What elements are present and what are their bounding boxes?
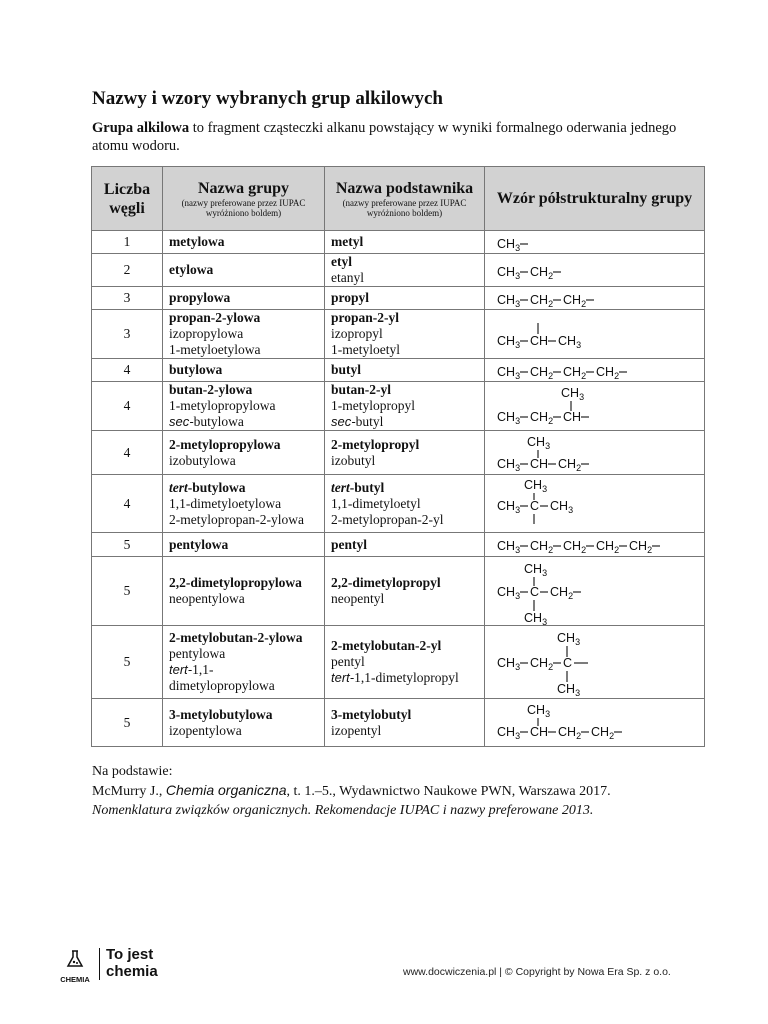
group-name-alternative: neopentylowa bbox=[169, 591, 245, 606]
logo-divider bbox=[99, 948, 100, 980]
group-name-cell bbox=[163, 359, 325, 382]
group-name-preferred: etylowa bbox=[169, 262, 214, 277]
table-row bbox=[92, 287, 705, 310]
structural-formula-cell bbox=[485, 626, 705, 699]
atom-ch3: $CH_3$ bbox=[558, 334, 582, 350]
structural-formula-cell bbox=[485, 431, 705, 475]
atom-ch3: $CH_3$ bbox=[524, 477, 548, 494]
group-name-alternative: 1-metylopropylowa bbox=[169, 398, 276, 413]
carbon-count: 5 bbox=[92, 626, 163, 699]
header-formula: Wzór półstrukturalny grupy bbox=[485, 167, 705, 231]
sub-name-alternative: tert-1,1-dimetylopropyl bbox=[331, 670, 459, 685]
group-name-cell bbox=[163, 382, 325, 431]
header-count: Liczba węgli bbox=[92, 167, 163, 231]
group-name-alternative: 1,1-dimetyloetylowa bbox=[169, 495, 282, 511]
group-name-cell bbox=[163, 475, 325, 533]
table-row bbox=[92, 557, 705, 626]
atom-ch3: $CH_3$ bbox=[497, 538, 521, 555]
intro-term: Grupa alkilowa bbox=[92, 120, 190, 136]
substituent-name-cell bbox=[325, 254, 485, 287]
substituent-name-cell bbox=[325, 626, 485, 699]
sub-name-preferred: metyl bbox=[331, 234, 364, 249]
substituent-name-cell bbox=[325, 382, 485, 431]
sub-name-preferred: 2-metylopropyl bbox=[331, 436, 420, 452]
structural-formula bbox=[491, 288, 701, 309]
atom-ch3: $CH_3$ bbox=[497, 655, 521, 672]
substituent-name-cell bbox=[325, 533, 485, 557]
carbon-count: 3 bbox=[92, 310, 163, 359]
substituent-name-cell bbox=[325, 231, 485, 254]
sub-name-alternative: 1,1-dimetyloetyl bbox=[331, 495, 421, 511]
structural-formula-cell bbox=[485, 533, 705, 557]
atom-ch2: $CH_2$ bbox=[530, 264, 554, 281]
table-row bbox=[92, 475, 705, 533]
structural-formula bbox=[491, 432, 701, 474]
structural-formula bbox=[491, 534, 701, 556]
atom-ch2: $CH_2$ bbox=[530, 538, 554, 555]
atom-ch3: $CH_3$ bbox=[497, 264, 521, 281]
atom-ch2: $CH_2$ bbox=[550, 584, 574, 601]
atom-c: C bbox=[563, 655, 573, 670]
structural-formula bbox=[491, 627, 701, 698]
group-name-cell bbox=[163, 557, 325, 626]
structural-formula-cell bbox=[485, 557, 705, 626]
carbon-count: 5 bbox=[92, 557, 163, 626]
atom-ch2: $CH_2$ bbox=[558, 724, 582, 741]
sub-name-preferred: 2,2-dimetylopropyl bbox=[331, 575, 441, 590]
sub-name-preferred: 2-metylobutan-2-yl bbox=[331, 638, 442, 653]
atom-ch3: $CH_3$ bbox=[497, 584, 521, 601]
structural-formula bbox=[491, 360, 701, 381]
table-row bbox=[92, 533, 705, 557]
page-title: Nazwy i wzory wybranych grup alkilowych bbox=[92, 88, 443, 109]
carbon-count: 5 bbox=[92, 699, 163, 747]
header-group: Nazwa grupy (nazwy preferowane przez IUPAC wyróżniono boldem) bbox=[163, 167, 325, 231]
publisher-logo bbox=[54, 946, 184, 986]
carbon-count: 3 bbox=[92, 287, 163, 310]
sub-name-preferred: tert-butyl bbox=[331, 479, 385, 495]
table-row bbox=[92, 254, 705, 287]
atom-ch2: $CH_2$ bbox=[530, 655, 554, 672]
group-name-preferred: propylowa bbox=[169, 290, 231, 305]
group-name-alternative: izopentylowa bbox=[169, 722, 242, 738]
group-name-alternative: tert-1,1-dimetylopropylowa bbox=[169, 662, 275, 693]
table-row bbox=[92, 382, 705, 431]
sub-name-alternative: izopentyl bbox=[331, 722, 382, 738]
group-name-preferred: 2-metylopropylowa bbox=[169, 436, 281, 452]
atom-c: C bbox=[530, 498, 540, 513]
sub-name-alternative: 1-metyloetyl bbox=[331, 342, 400, 357]
atom-ch3: $CH_3$ bbox=[497, 410, 521, 426]
intro-paragraph bbox=[92, 119, 692, 155]
group-name-cell bbox=[163, 431, 325, 475]
substituent-name-cell bbox=[325, 699, 485, 747]
group-name-alternative: 2-metylopropan-2-ylowa bbox=[169, 511, 304, 527]
carbon-count: 4 bbox=[92, 431, 163, 475]
carbon-count: 1 bbox=[92, 231, 163, 254]
structural-formula-cell bbox=[485, 359, 705, 382]
group-name-preferred: 2,2-dimetylopropylowa bbox=[169, 575, 302, 590]
structural-formula bbox=[491, 255, 701, 286]
group-name-prefix: tert bbox=[169, 479, 188, 495]
table-row bbox=[92, 310, 705, 359]
substituent-name-cell bbox=[325, 359, 485, 382]
atom-ch3: $CH_3$ bbox=[497, 334, 521, 350]
sub-name-preferred: 3-metylobutyl bbox=[331, 706, 412, 722]
atom-ch3: $CH_3$ bbox=[561, 386, 585, 402]
atom-ch3: $CH_3$ bbox=[497, 456, 521, 473]
table-row bbox=[92, 359, 705, 382]
atom-ch3: $CH_3$ bbox=[497, 236, 521, 253]
atom-ch2: $CH_2$ bbox=[530, 410, 554, 426]
structural-formula-cell bbox=[485, 310, 705, 359]
sub-name-alternative: 2-metylopropan-2-yl bbox=[331, 511, 444, 527]
sub-name-alternative: sec-butyl bbox=[331, 414, 384, 429]
structural-formula bbox=[491, 558, 701, 625]
group-name-cell bbox=[163, 254, 325, 287]
structural-formula bbox=[491, 476, 701, 532]
atom-ch2: $CH_2$ bbox=[558, 456, 582, 473]
group-name-cell bbox=[163, 231, 325, 254]
substituent-name-cell bbox=[325, 557, 485, 626]
sub-name-alternative: pentyl bbox=[331, 654, 365, 669]
substituent-name-cell bbox=[325, 310, 485, 359]
source-ref-1: McMurry J., Chemia organiczna, t. 1.–5., Wydawnictwo Naukowe PWN, Warszawa 2017. bbox=[92, 782, 611, 799]
atom-ch2: $CH_2$ bbox=[563, 364, 587, 381]
atom-ch3: $CH_3$ bbox=[550, 498, 574, 515]
group-name-alternative: pentylowa bbox=[169, 646, 226, 661]
header-substituent: Nazwa podstawnika (nazwy preferowane przez IUPAC wyróżniono boldem) bbox=[325, 167, 485, 231]
atom-ch3: $CH_3$ bbox=[557, 630, 581, 647]
source-section bbox=[92, 762, 732, 820]
carbon-count: 4 bbox=[92, 382, 163, 431]
substituent-name-cell bbox=[325, 431, 485, 475]
group-name-alternative: izobutylowa bbox=[169, 452, 236, 468]
structural-formula bbox=[491, 311, 701, 357]
group-name-preferred: metylowa bbox=[169, 234, 225, 249]
sub-name-alternative: izobutyl bbox=[331, 452, 376, 468]
substituent-name-cell bbox=[325, 475, 485, 533]
group-name-alternative: sec-butylowa bbox=[169, 414, 244, 429]
group-name-preferred: tert-butylowa bbox=[169, 479, 246, 495]
source-ref-2: Nomenklatura związków organicznych. Rekomendacje IUPAC i nazwy preferowane 2013. bbox=[92, 803, 594, 818]
atom-ch2: $CH_2$ bbox=[629, 538, 653, 555]
sub-name-prefix: tert bbox=[331, 479, 350, 495]
atom-ch3: $CH_3$ bbox=[497, 498, 521, 515]
logo-text: To jest chemia bbox=[106, 946, 158, 980]
group-name-cell bbox=[163, 287, 325, 310]
group-name-cell bbox=[163, 699, 325, 747]
carbon-count: 5 bbox=[92, 533, 163, 557]
structural-formula-cell bbox=[485, 475, 705, 533]
sub-name-preferred: etyl bbox=[331, 254, 352, 269]
atom-c: C bbox=[530, 584, 540, 599]
atom-ch: CH bbox=[530, 334, 549, 348]
atom-ch: CH bbox=[530, 724, 549, 739]
carbon-count: 2 bbox=[92, 254, 163, 287]
group-name-cell bbox=[163, 533, 325, 557]
atom-ch2: $CH_2$ bbox=[596, 364, 620, 381]
group-name-preferred: 3-metylobutylowa bbox=[169, 706, 273, 722]
source-label: Na podstawie: bbox=[92, 764, 173, 779]
substituent-name-cell bbox=[325, 287, 485, 310]
structural-formula-cell bbox=[485, 699, 705, 747]
atom-ch3: $CH_3$ bbox=[524, 610, 548, 625]
copyright-text: www.docwiczenia.pl | © Copyright by Nowa Era Sp. z o.o. bbox=[403, 966, 671, 978]
atom-ch3: $CH_3$ bbox=[497, 724, 521, 741]
atom-ch2: $CH_2$ bbox=[596, 538, 620, 555]
structural-formula bbox=[491, 383, 701, 429]
sub-name-alternative: etanyl bbox=[331, 270, 364, 285]
structural-formula-cell bbox=[485, 254, 705, 287]
atom-ch3: $CH_3$ bbox=[497, 364, 521, 381]
atom-ch3: $CH_3$ bbox=[524, 561, 548, 578]
sub-name-alternative: neopentyl bbox=[331, 591, 385, 606]
atom-ch3: $CH_3$ bbox=[497, 292, 521, 309]
group-name-cell bbox=[163, 626, 325, 699]
group-name-cell bbox=[163, 310, 325, 359]
atom-ch3: $CH_3$ bbox=[527, 434, 551, 451]
table-row bbox=[92, 431, 705, 475]
flask-icon bbox=[54, 950, 96, 984]
atom-ch: CH bbox=[530, 456, 549, 471]
carbon-count: 4 bbox=[92, 475, 163, 533]
group-name-alternative: izopropylowa bbox=[169, 326, 244, 341]
table-row bbox=[92, 699, 705, 747]
table-row bbox=[92, 231, 705, 254]
structural-formula-cell bbox=[485, 287, 705, 310]
atom-ch3: $CH_3$ bbox=[557, 681, 581, 698]
sub-name-alternative: 1-metylopropyl bbox=[331, 398, 415, 413]
carbon-count: 4 bbox=[92, 359, 163, 382]
structural-formula-cell bbox=[485, 382, 705, 431]
group-name-preferred: pentylowa bbox=[169, 536, 229, 552]
sub-name-preferred: butyl bbox=[331, 362, 362, 377]
structural-formula bbox=[491, 700, 701, 746]
atom-ch2: $CH_2$ bbox=[591, 724, 615, 741]
atom-ch: CH bbox=[563, 410, 582, 424]
sub-name-preferred: butan-2-yl bbox=[331, 382, 392, 397]
group-name-preferred: butan-2-ylowa bbox=[169, 382, 253, 397]
sub-name-preferred: propan-2-yl bbox=[331, 310, 400, 325]
group-name-preferred: butylowa bbox=[169, 362, 223, 377]
atom-ch3: $CH_3$ bbox=[527, 702, 551, 719]
logo-label: CHEMIA bbox=[60, 975, 90, 984]
structural-formula bbox=[491, 232, 701, 253]
group-name-preferred: 2-metylobutan-2-ylowa bbox=[169, 630, 303, 645]
structural-formula-cell bbox=[485, 231, 705, 254]
atom-ch2: $CH_2$ bbox=[530, 364, 554, 381]
atom-ch2: $CH_2$ bbox=[563, 538, 587, 555]
atom-ch2: $CH_2$ bbox=[563, 292, 587, 309]
group-name-preferred: propan-2-ylowa bbox=[169, 310, 261, 325]
table-header-row bbox=[92, 167, 705, 231]
alkyl-groups-table bbox=[91, 166, 705, 747]
group-name-alternative: 1-metyloetylowa bbox=[169, 342, 261, 357]
atom-ch2: $CH_2$ bbox=[530, 292, 554, 309]
intro-text: to fragment cząsteczki alkanu powstający w wyniki formalnego oderwania jednego atomu wodoru. bbox=[92, 120, 677, 154]
sub-name-alternative: izopropyl bbox=[331, 326, 383, 341]
table-row bbox=[92, 626, 705, 699]
sub-name-preferred: pentyl bbox=[331, 536, 368, 552]
sub-name-preferred: propyl bbox=[331, 290, 370, 305]
